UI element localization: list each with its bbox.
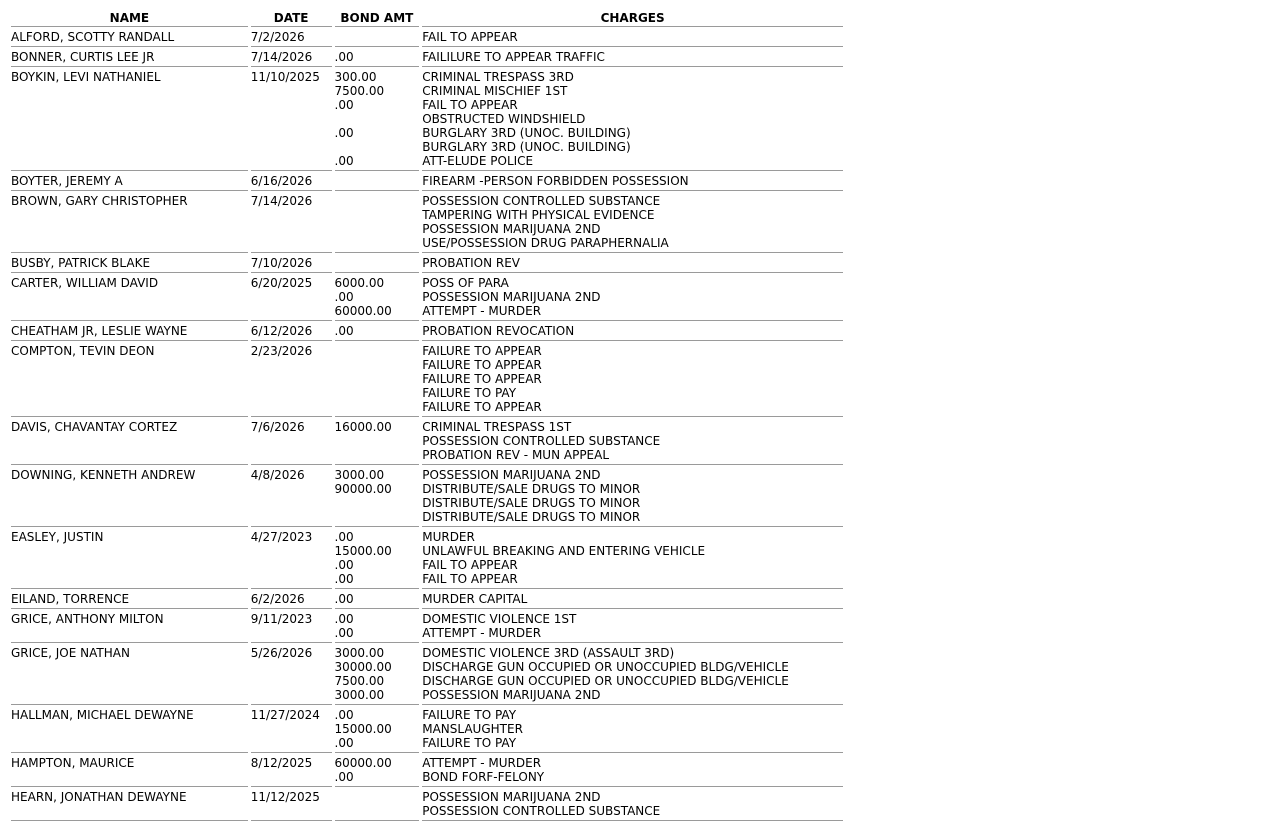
table-row — [11, 321, 843, 341]
booking-date-cell: 8/12/2025 — [251, 753, 332, 787]
charge-item: FAILURE TO PAY — [422, 386, 517, 400]
charge-item: CRIMINAL MISCHIEF 1ST — [422, 84, 568, 98]
table-row — [11, 191, 843, 253]
charge-item: POSSESSION MARIJUANA 2ND — [422, 290, 601, 304]
bond-amount: 15000.00 — [334, 544, 392, 558]
header-row — [11, 8, 843, 27]
charge-item: POSSESSION CONTROLLED SUBSTANCE — [422, 434, 661, 448]
charges-cell — [422, 191, 843, 253]
bond-amount — [335, 804, 420, 818]
inmate-name-cell: DAVIS, CHAVANTAY CORTEZ — [11, 417, 248, 465]
bond-amount-cell — [335, 787, 420, 821]
charge-item: ATT-ELUDE POLICE — [422, 154, 534, 168]
inmate-name-cell: CARTER, WILLIAM DAVID — [11, 273, 248, 321]
bond-amount — [335, 372, 420, 386]
bond-amount-cell — [335, 465, 420, 527]
bond-amount — [335, 30, 420, 44]
bond-amount-cell — [335, 191, 420, 253]
charge-item: FAILURE TO APPEAR — [422, 358, 542, 372]
charge-item: POSSESSION CONTROLLED SUBSTANCE — [422, 804, 661, 818]
booking-date-cell: 9/11/2023 — [251, 609, 332, 643]
bond-amount — [335, 140, 420, 154]
table-row — [11, 47, 843, 67]
bond-amount: 6000.00 — [334, 276, 385, 290]
bond-amount: 7500.00 — [334, 674, 385, 688]
bond-amount-cell — [335, 417, 420, 465]
bond-amount: .00 — [334, 612, 354, 626]
bond-amount: 90000.00 — [334, 482, 392, 496]
bond-amount-cell — [335, 589, 420, 609]
bond-amount: .00 — [334, 572, 354, 586]
bond-amount — [335, 344, 420, 358]
charge-item: DOMESTIC VIOLENCE 1ST — [422, 612, 577, 626]
bond-amount: .00 — [334, 98, 354, 112]
inmate-name-cell: BOYTER, JEREMY A — [11, 171, 248, 191]
bond-amount-cell — [335, 705, 420, 753]
bond-amount: 3000.00 — [334, 646, 385, 660]
charges-cell — [422, 253, 843, 273]
booking-date-cell: 7/10/2026 — [251, 253, 332, 273]
bond-amount-cell — [335, 643, 420, 705]
booking-date-cell: 7/14/2026 — [251, 47, 332, 67]
charge-item: FAILILURE TO APPEAR TRAFFIC — [422, 50, 605, 64]
table-row — [11, 273, 843, 321]
bond-amount: 3000.00 — [334, 688, 385, 702]
booking-date-cell: 11/12/2025 — [251, 787, 332, 821]
bond-amount — [335, 358, 420, 372]
bond-amount: 3000.00 — [334, 468, 385, 482]
charge-item: DISCHARGE GUN OCCUPIED OR UNOCCUPIED BLDG/VEHICLE — [422, 660, 789, 674]
charge-item: DOMESTIC VIOLENCE 3RD (ASSAULT 3RD) — [422, 646, 675, 660]
charge-item: BOND FORF-FELONY — [422, 770, 545, 784]
charge-item: DISCHARGE GUN OCCUPIED OR UNOCCUPIED BLDG/VEHICLE — [422, 674, 789, 688]
bond-amount: .00 — [334, 770, 354, 784]
table-row — [11, 253, 843, 273]
charges-cell — [422, 273, 843, 321]
bond-amount: 60000.00 — [334, 756, 392, 770]
bond-amount: .00 — [334, 126, 354, 140]
inmate-name-cell: BUSBY, PATRICK BLAKE — [11, 253, 248, 273]
bond-amount-cell — [335, 253, 420, 273]
charge-item: FAILURE TO PAY — [422, 736, 517, 750]
bond-amount: .00 — [334, 290, 354, 304]
bond-amount: .00 — [334, 626, 354, 640]
table-row — [11, 787, 843, 821]
charges-cell — [422, 321, 843, 341]
inmate-name-cell: HALLMAN, MICHAEL DEWAYNE — [11, 705, 248, 753]
booking-date-cell: 6/12/2026 — [251, 321, 332, 341]
booking-date-cell: 11/27/2024 — [251, 705, 332, 753]
bond-amount: .00 — [334, 154, 354, 168]
table-row — [11, 527, 843, 589]
charges-cell — [422, 171, 843, 191]
charge-item: BURGLARY 3RD (UNOC. BUILDING) — [422, 126, 631, 140]
bond-amount: .00 — [334, 324, 354, 338]
booking-date-cell: 6/20/2025 — [251, 273, 332, 321]
bond-amount: 15000.00 — [334, 722, 392, 736]
bond-amount — [335, 510, 420, 524]
bond-amount — [335, 208, 420, 222]
table-row — [11, 171, 843, 191]
charge-item: USE/POSSESSION DRUG PARAPHERNALIA — [422, 236, 669, 250]
table-row — [11, 341, 843, 417]
charges-cell — [422, 47, 843, 67]
charge-item: PROBATION REV - MUN APPEAL — [422, 448, 610, 462]
charge-item: FAILURE TO APPEAR — [422, 344, 542, 358]
bond-amount: 30000.00 — [334, 660, 392, 674]
bond-amount: .00 — [334, 736, 354, 750]
charge-item: FAILURE TO PAY — [422, 708, 517, 722]
bond-amount: .00 — [334, 558, 354, 572]
bond-amount-cell — [335, 609, 420, 643]
bond-amount — [335, 386, 420, 400]
inmate-name-cell: CHEATHAM JR, LESLIE WAYNE — [11, 321, 248, 341]
booking-date-cell: 7/2/2026 — [251, 27, 332, 47]
bond-amount — [335, 790, 420, 804]
bond-amount — [335, 448, 420, 462]
charge-item: FIREARM -PERSON FORBIDDEN POSSESSION — [422, 174, 689, 188]
charge-item: CRIMINAL TRESPASS 1ST — [422, 420, 572, 434]
booking-date-cell: 6/16/2026 — [251, 171, 332, 191]
booking-date-cell: 11/10/2025 — [251, 67, 332, 171]
charge-item: UNLAWFUL BREAKING AND ENTERING VEHICLE — [422, 544, 706, 558]
charge-item: PROBATION REVOCATION — [422, 324, 575, 338]
bond-amount: 16000.00 — [334, 420, 392, 434]
table-row — [11, 643, 843, 705]
inmate-name-cell: DOWNING, KENNETH ANDREW — [11, 465, 248, 527]
inmate-name-cell: BOYKIN, LEVI NATHANIEL — [11, 67, 248, 171]
charge-item: POSSESSION MARIJUANA 2ND — [422, 222, 601, 236]
bond-amount-cell — [335, 753, 420, 787]
bond-amount — [335, 236, 420, 250]
bond-amount-cell — [335, 527, 420, 589]
date-column-header: DATE — [251, 8, 332, 27]
bond-amount: .00 — [334, 530, 354, 544]
charge-item: ATTEMPT - MURDER — [422, 626, 542, 640]
charges-cell — [422, 465, 843, 527]
bond-amount: 300.00 — [334, 70, 377, 84]
inmate-name-cell: EILAND, TORRENCE — [11, 589, 248, 609]
charges-cell — [422, 753, 843, 787]
bond-amount: .00 — [334, 592, 354, 606]
inmate-name-cell: HEARN, JONATHAN DEWAYNE — [11, 787, 248, 821]
bond-amount — [335, 174, 420, 188]
charge-item: POSSESSION CONTROLLED SUBSTANCE — [422, 194, 661, 208]
charge-item: FAIL TO APPEAR — [422, 98, 518, 112]
charge-item: MURDER — [422, 530, 475, 544]
table-row — [11, 753, 843, 787]
table-row — [11, 465, 843, 527]
inmate-name-cell: COMPTON, TEVIN DEON — [11, 341, 248, 417]
charge-item: DISTRIBUTE/SALE DRUGS TO MINOR — [422, 510, 641, 524]
table-row — [11, 589, 843, 609]
charge-item: CRIMINAL TRESPASS 3RD — [422, 70, 574, 84]
table-row — [11, 417, 843, 465]
charge-item: PROBATION REV — [422, 256, 520, 270]
bond-amount-cell — [335, 273, 420, 321]
table-row — [11, 67, 843, 171]
bond-amount — [335, 194, 420, 208]
charge-item: MURDER CAPITAL — [422, 592, 528, 606]
charges-cell — [422, 527, 843, 589]
inmate-name-cell: BONNER, CURTIS LEE JR — [11, 47, 248, 67]
bond-amount-cell — [335, 27, 420, 47]
charge-item: FAIL TO APPEAR — [422, 30, 518, 44]
bond-amount-cell — [335, 321, 420, 341]
table-row — [11, 27, 843, 47]
charges-column-header: CHARGES — [422, 8, 843, 27]
inmate-name-cell: ALFORD, SCOTTY RANDALL — [11, 27, 248, 47]
name-column-header: NAME — [11, 8, 248, 27]
booking-date-cell: 2/23/2026 — [251, 341, 332, 417]
booking-date-cell: 4/27/2023 — [251, 527, 332, 589]
bond-amount-cell — [335, 171, 420, 191]
table-row — [11, 609, 843, 643]
bond-amount-cell — [335, 341, 420, 417]
charge-item: POSSESSION MARIJUANA 2ND — [422, 688, 601, 702]
bond-amount — [335, 256, 420, 270]
bond-amount-cell — [335, 47, 420, 67]
bond-amount: .00 — [334, 50, 354, 64]
charge-item: POSSESSION MARIJUANA 2ND — [422, 468, 601, 482]
charge-item: FAILURE TO APPEAR — [422, 400, 542, 414]
charges-cell — [422, 341, 843, 417]
booking-date-cell: 4/8/2026 — [251, 465, 332, 527]
bond-amount — [335, 400, 420, 414]
bond-amount: 7500.00 — [334, 84, 385, 98]
charge-item: DISTRIBUTE/SALE DRUGS TO MINOR — [422, 482, 641, 496]
charges-cell — [422, 67, 843, 171]
inmate-roster-table — [8, 8, 846, 821]
charge-item: OBSTRUCTED WINDSHIELD — [422, 112, 586, 126]
table-row — [11, 705, 843, 753]
charge-item: POSS OF PARA — [422, 276, 509, 290]
bond-amount: .00 — [334, 708, 354, 722]
booking-date-cell: 7/14/2026 — [251, 191, 332, 253]
inmate-name-cell: GRICE, ANTHONY MILTON — [11, 609, 248, 643]
booking-date-cell: 6/2/2026 — [251, 589, 332, 609]
booking-date-cell: 5/26/2026 — [251, 643, 332, 705]
inmate-name-cell: GRICE, JOE NATHAN — [11, 643, 248, 705]
bond-amount-cell — [335, 67, 420, 171]
bond-amount — [335, 222, 420, 236]
charges-cell — [422, 609, 843, 643]
charge-item: FAIL TO APPEAR — [422, 558, 518, 572]
charge-item: FAIL TO APPEAR — [422, 572, 518, 586]
booking-date-cell: 7/6/2026 — [251, 417, 332, 465]
inmate-name-cell: HAMPTON, MAURICE — [11, 753, 248, 787]
charge-item: BURGLARY 3RD (UNOC. BUILDING) — [422, 140, 631, 154]
bond-amount — [335, 496, 420, 510]
charges-cell — [422, 589, 843, 609]
bond-column-header: BOND AMT — [335, 8, 420, 27]
charges-cell — [422, 643, 843, 705]
inmate-name-cell: EASLEY, JUSTIN — [11, 527, 248, 589]
charges-cell — [422, 417, 843, 465]
inmate-name-cell: BROWN, GARY CHRISTOPHER — [11, 191, 248, 253]
charge-item: MANSLAUGHTER — [422, 722, 523, 736]
bond-amount — [335, 434, 420, 448]
roster-header — [11, 8, 843, 27]
charges-cell — [422, 705, 843, 753]
charge-item: POSSESSION MARIJUANA 2ND — [422, 790, 601, 804]
charges-cell — [422, 27, 843, 47]
bond-amount: 60000.00 — [334, 304, 392, 318]
charge-item: TAMPERING WITH PHYSICAL EVIDENCE — [422, 208, 655, 222]
charge-item: ATTEMPT - MURDER — [422, 304, 542, 318]
charges-cell — [422, 787, 843, 821]
roster-body — [11, 27, 843, 821]
charge-item: DISTRIBUTE/SALE DRUGS TO MINOR — [422, 496, 641, 510]
bond-amount — [335, 112, 420, 126]
charge-item: ATTEMPT - MURDER — [422, 756, 542, 770]
charge-item: FAILURE TO APPEAR — [422, 372, 542, 386]
